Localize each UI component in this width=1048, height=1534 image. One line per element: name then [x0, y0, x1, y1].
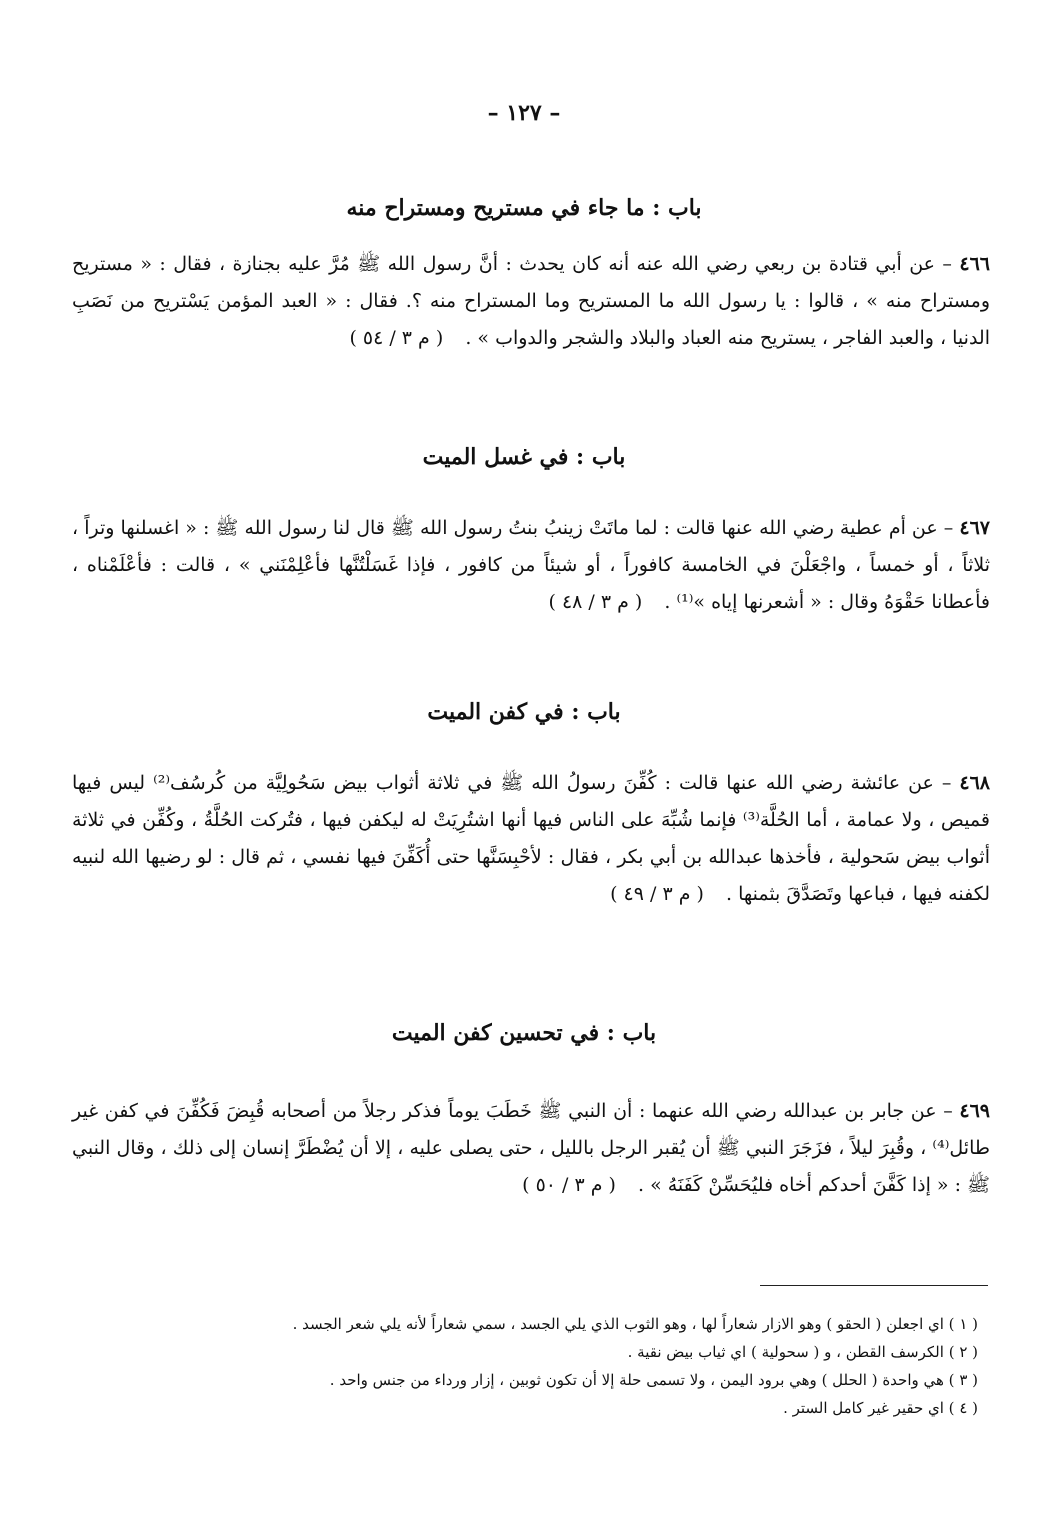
section-heading-469: باب : في تحسين كفن الميت [391, 1020, 657, 1046]
footnote-2: ( ٢ ) الكرسف القطن ، و ( سحولية ) اي ثياب بيض نقية . [627, 1343, 978, 1361]
hadith-number: ٤٦٧ [959, 517, 990, 539]
hadith-468 [72, 765, 990, 913]
hadith-469 [72, 1093, 990, 1204]
footnote-4: ( ٤ ) اي حقير غير كامل الستر . [783, 1399, 978, 1417]
hadith-reference: ( م ٣ / ٥٤ ) [349, 327, 444, 349]
hadith-text: – عن أم عطية رضي الله عنها قالت : لما ماتَتْ زينبُ بنتُ رسول الله ﷺ قال لنا رسول الله ﷺ : « اغسلنها وتراً ، ثلاثاً ، أو خمساً ، واجْعَلْنَ في الخامسة كافوراً ، أو شيئاً من كافور ، فإذا غَسَلْتُنَّها فأعْلِمْنَني » ، قالت : فأعْلَمْناه ، فأعطانا حَقْوَهُ وقال : « أشعرنها إياه »⁽¹⁾ . [72, 517, 990, 613]
hadith-number: ٤٦٨ [959, 772, 991, 794]
hadith-number: ٤٦٩ [959, 1100, 991, 1122]
hadith-reference: ( م ٣ / ٤٩ ) [610, 883, 704, 905]
footnotes [130, 1310, 978, 1422]
hadith-reference: ( م ٣ / ٥٠ ) [522, 1174, 616, 1196]
hadith-text: – عن عائشة رضي الله عنها قالت : كُفِّنَ رسولُ الله ﷺ في ثلاثة أثواب بيض سَحُولِيَّة من كُرسُف⁽²⁾ ليس فيها قميص ، ولا عمامة ، أما الحُلَّة⁽³⁾ فإنما شُبِّهَ على الناس فيها أنها اشتُرِيَتْ له ليكفن فيها ، فتُركت الحُلَّةُ ، وكُفِّن في ثلاثة أثواب بيض سَحولية ، فأخذها عبدالله بن أبي بكر ، فقال : لأحْبِسَنَّها حتى أُكَفِّنَ فيها نفسي ، ثم قال : لو رضيها الله لنبيه لكفنه فيها ، فباعها وتَصَدَّقَ بثمنها . [72, 772, 990, 905]
hadith-text: – عن جابر بن عبدالله رضي الله عنهما : أن النبي ﷺ خَطَبَ يوماً فذكر رجلاً من أصحابه قُبِضَ فَكُفِّنَ في كفن غير طائل⁽⁴⁾ ، وقُبِرَ ليلاً ، فزَجَرَ النبي ﷺ أن يُقبر الرجل بالليل ، حتى يصلى عليه ، إلا أن يُضْطَرَّ إنسان إلى ذلك ، وقال النبي ﷺ : « إذا كَفَّنَ أحدكم أخاه فليُحَسِّنْ كَفَنَهُ » . [72, 1100, 990, 1196]
section-heading-466: باب : ما جاء في مستريح ومستراح منه [346, 195, 702, 221]
footnote-3: ( ٣ ) هي واحدة ( الحلل ) وهي برود اليمن ، ولا تسمى حلة إلا أن تكون ثوبين ، إزار ورداء من جنس واحد . [329, 1371, 978, 1389]
footnote-divider [760, 1285, 988, 1286]
hadith-text: – عن أبي قتادة بن ربعي رضي الله عنه أنه كان يحدث : أنَّ رسول الله ﷺ مُرَّ عليه بجنازة ، فقال : « مستريح ومستراح منه » ، قالوا : يا رسول الله ما المستريح وما المستراح منه ؟. فقال : « العبد المؤمن يَسْتريح من نَصَبِ الدنيا ، والعبد الفاجر ، يستريح منه العباد والبلاد والشجر والدواب » . [72, 253, 990, 349]
hadith-number: ٤٦٦ [959, 253, 990, 275]
section-heading-467: باب : في غسل الميت [422, 444, 626, 470]
hadith-reference: ( م ٣ / ٤٨ ) [548, 591, 643, 613]
hadith-467 [72, 510, 990, 621]
section-heading-468: باب : في كفن الميت [427, 699, 621, 725]
footnote-1: ( ١ ) اي اجعلن ( الحقو ) وهو الازار شعاراً لها ، وهو الثوب الذي يلي الجسد ، سمي شعاراً لأنه يلي شعر الجسد . [292, 1315, 978, 1333]
hadith-466 [72, 246, 990, 357]
page-number: – ١٢٧ – [487, 100, 561, 126]
